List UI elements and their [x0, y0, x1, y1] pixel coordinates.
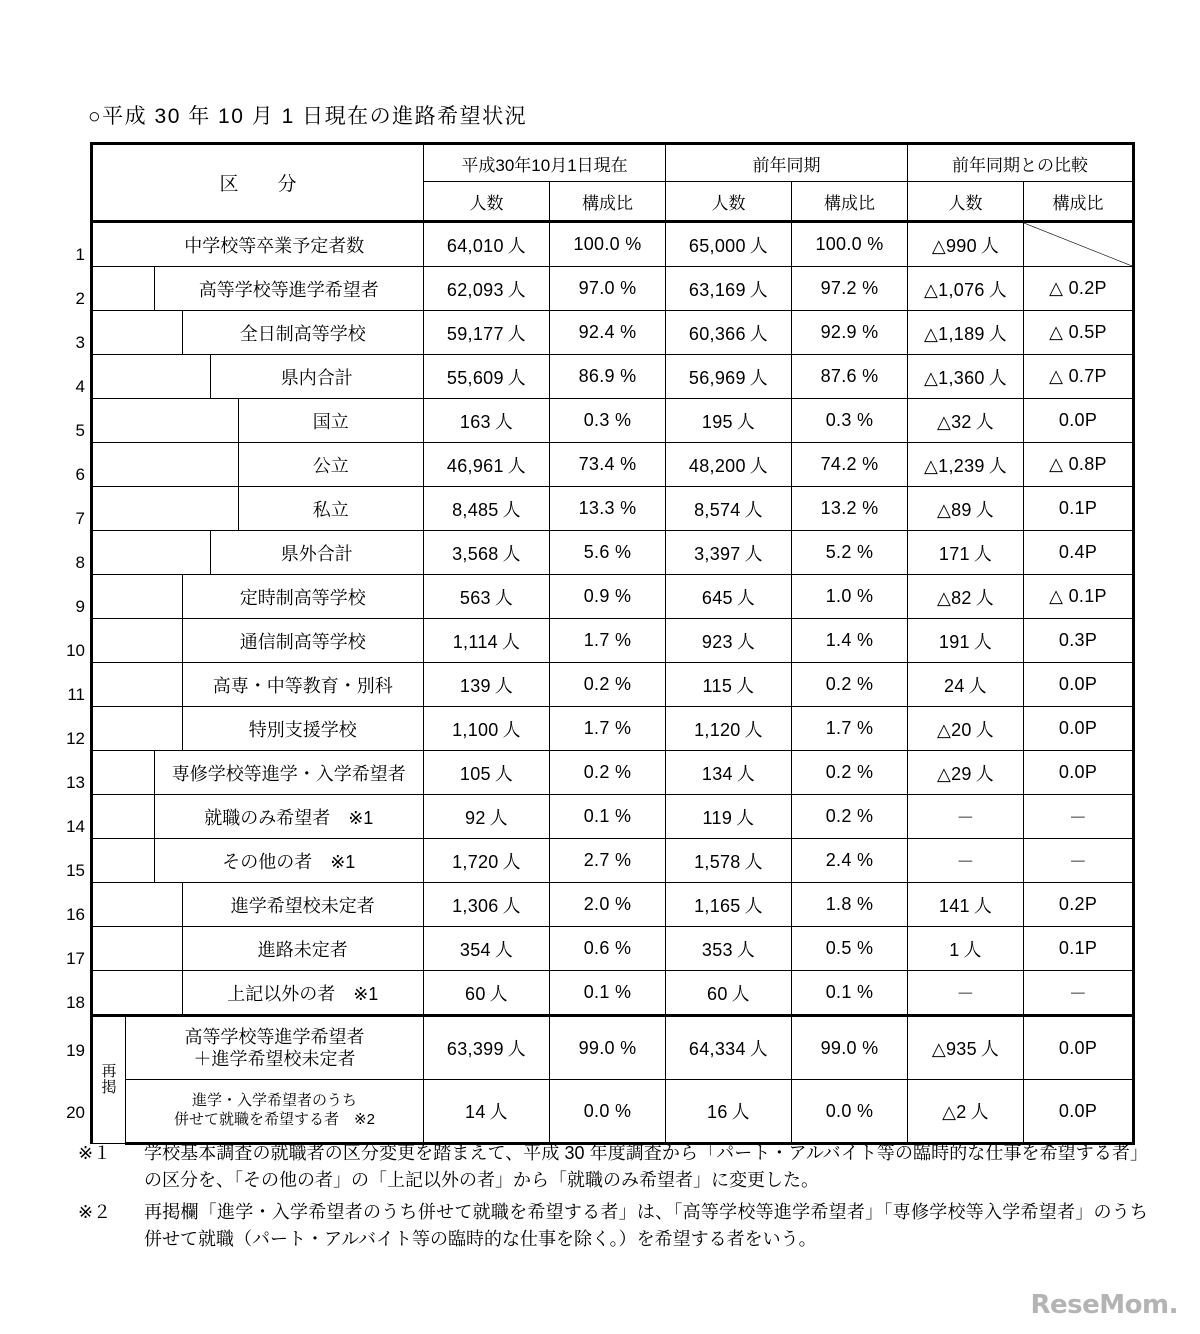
previous-count: 923 人: [666, 619, 792, 663]
row-number-cell: [75, 399, 126, 443]
current-count: 563 人: [424, 575, 550, 619]
row-number: 7: [75, 508, 85, 528]
previous-ratio: 13.2 %: [792, 487, 908, 531]
category-label: その他の者 ※1: [154, 839, 424, 882]
category-label-cell: [126, 839, 424, 883]
header-group-previous: 前年同期: [666, 144, 908, 182]
current-ratio: 100.0 %: [550, 222, 666, 267]
current-ratio: 1.7 %: [550, 707, 666, 751]
category-label-cell: [126, 971, 424, 1016]
previous-count: 48,200 人: [666, 443, 792, 487]
footnote-1: [78, 1140, 1148, 1195]
category-label-cell: [126, 751, 424, 795]
footnote-2-text: 再掲欄「進学・入学希望者のうち併せて就職を希望する者」は、「高等学校等進学希望者」「専修学校等入学希望者」のうち併せて就職（パート・アルバイト等の臨時的な仕事を除く。）を希望する者をいう。: [144, 1201, 1148, 1250]
comparison-count: △20 人: [908, 707, 1024, 751]
previous-ratio: 97.2 %: [792, 267, 908, 311]
previous-ratio: 1.4 %: [792, 619, 908, 663]
previous-ratio: 0.2 %: [792, 795, 908, 839]
category-label: 上記以外の者 ※1: [182, 971, 424, 1014]
footnotes: [78, 1140, 1148, 1257]
comparison-ratio: 0.0P: [1024, 399, 1134, 443]
row-number: 5: [75, 420, 85, 440]
saikei-previous-ratio: 99.0 %: [792, 1016, 908, 1080]
category-label: 進路未定者: [182, 927, 424, 970]
row-number: 18: [66, 992, 85, 1012]
previous-ratio: 0.3 %: [792, 399, 908, 443]
category-label: 高等学校等進学希望者: [154, 267, 424, 310]
row-number-cell: [75, 443, 126, 487]
row-number-cell: [67, 663, 126, 707]
previous-ratio: 1.0 %: [792, 575, 908, 619]
saikei-category-label: [126, 1080, 423, 1142]
previous-count: 1,578 人: [666, 839, 792, 883]
table-row: [92, 575, 1134, 619]
previous-count: 1,120 人: [666, 707, 792, 751]
current-count: 354 人: [424, 927, 550, 971]
saikei-label: 再 掲: [101, 1062, 117, 1096]
comparison-count: △1,189 人: [908, 311, 1024, 355]
header-group-current: 平成30年10月1日現在: [424, 144, 666, 182]
table-row: [92, 267, 1134, 311]
current-count: 60 人: [424, 971, 550, 1016]
page-title: ○平成 30 年 10 月 1 日現在の進路希望状況: [88, 105, 528, 128]
category-label-cell: [126, 707, 424, 751]
previous-ratio: 5.2 %: [792, 531, 908, 575]
current-ratio: 97.0 %: [550, 267, 666, 311]
row-number: 15: [66, 860, 85, 880]
comparison-ratio: －: [1024, 971, 1134, 1016]
current-ratio: 0.2 %: [550, 751, 666, 795]
category-label-cell: [126, 795, 424, 839]
previous-count: 353 人: [666, 927, 792, 971]
category-label-cell: [126, 222, 424, 267]
previous-count: 3,397 人: [666, 531, 792, 575]
table-row: [92, 222, 1134, 267]
table-row: [92, 795, 1134, 839]
saikei-current-count: 63,399 人: [424, 1016, 550, 1080]
category-label: 専修学校等進学・入学希望者: [154, 751, 424, 794]
current-ratio: 0.9 %: [550, 575, 666, 619]
table-row: [92, 487, 1134, 531]
previous-count: 60 人: [666, 971, 792, 1016]
saikei-current-ratio: 99.0 %: [550, 1016, 666, 1080]
previous-count: 65,000 人: [666, 222, 792, 267]
saikei-category-label-cell: [126, 1016, 424, 1080]
row-number: 2: [75, 288, 85, 308]
footnote-1-mark: ※１: [78, 1143, 112, 1163]
comparison-ratio: 0.3P: [1024, 619, 1134, 663]
header-sub-comparison-ratio: 構成比: [1024, 182, 1134, 222]
current-count: 1,720 人: [424, 839, 550, 883]
comparison-count: △1,239 人: [908, 443, 1024, 487]
comparison-ratio: 0.1P: [1024, 927, 1134, 971]
comparison-ratio: △ 0.8P: [1024, 443, 1134, 487]
table-row: [92, 619, 1134, 663]
previous-count: 60,366 人: [666, 311, 792, 355]
header-kubun: 区 分: [92, 144, 424, 222]
previous-count: 8,574 人: [666, 487, 792, 531]
comparison-ratio: 0.0P: [1024, 751, 1134, 795]
category-label-cell: [126, 311, 424, 355]
saikei-label-cell: [66, 1016, 126, 1144]
table-row: [92, 311, 1134, 355]
saikei-comparison-count: △2 人: [908, 1080, 1024, 1144]
saikei-label-line2: ＋進学希望校未定者: [193, 1049, 356, 1069]
current-count: 46,961 人: [424, 443, 550, 487]
row-number: 10: [66, 640, 85, 660]
saikei-comparison-count: △935 人: [908, 1016, 1024, 1080]
category-label: 中学校等卒業予定者数: [184, 235, 365, 256]
category-label: 就職のみ希望者 ※1: [154, 795, 424, 838]
row-number: 14: [66, 816, 85, 836]
previous-ratio: 87.6 %: [792, 355, 908, 399]
current-count: 59,177 人: [424, 311, 550, 355]
previous-count: 645 人: [666, 575, 792, 619]
category-label-cell: [126, 575, 424, 619]
current-count: 8,485 人: [424, 487, 550, 531]
saikei-category-label: [126, 1017, 423, 1079]
comparison-ratio: 0.0P: [1024, 663, 1134, 707]
current-count: 105 人: [424, 751, 550, 795]
table-row: [92, 707, 1134, 751]
current-count: 1,306 人: [424, 883, 550, 927]
comparison-ratio: △ 0.1P: [1024, 575, 1134, 619]
current-ratio: 0.1 %: [550, 795, 666, 839]
row-number: 9: [75, 596, 85, 616]
table-row: [92, 751, 1134, 795]
comparison-ratio: －: [1024, 795, 1134, 839]
row-number-cell: [66, 927, 126, 971]
row-number: 19: [66, 1041, 85, 1060]
row-number-cell: [75, 531, 126, 575]
comparison-ratio: 0.1P: [1024, 487, 1134, 531]
saikei-comparison-ratio: 0.0P: [1024, 1016, 1134, 1080]
header-sub-current-ratio: 構成比: [550, 182, 666, 222]
comparison-count: 191 人: [908, 619, 1024, 663]
row-number: 12: [66, 728, 85, 748]
previous-ratio: 0.1 %: [792, 971, 908, 1016]
current-count: 3,568 人: [424, 531, 550, 575]
current-ratio: 2.0 %: [550, 883, 666, 927]
row-number: 6: [75, 464, 85, 484]
comparison-count: 171 人: [908, 531, 1024, 575]
row-number: 3: [75, 332, 85, 352]
category-label-cell: [126, 927, 424, 971]
footnote-2-mark: ※２: [78, 1201, 112, 1222]
table-row-saikei: [92, 1080, 1134, 1144]
saikei-current-ratio: 0.0 %: [550, 1080, 666, 1144]
table-row: [92, 355, 1134, 399]
row-number-cell: [66, 707, 126, 751]
category-label-cell: [126, 663, 424, 707]
category-label: 通信制高等学校: [182, 619, 424, 662]
category-label: 高専・中等教育・別科: [182, 663, 424, 706]
row-number-cell: [66, 971, 126, 1016]
table-row-saikei: [92, 1016, 1134, 1080]
row-number: 20: [66, 1103, 85, 1122]
previous-count: 134 人: [666, 751, 792, 795]
saikei-comparison-ratio: 0.0P: [1024, 1080, 1134, 1144]
footnote-2: [78, 1199, 1148, 1254]
category-label: 私立: [238, 487, 424, 530]
comparison-count: －: [908, 971, 1024, 1016]
table-row: [92, 927, 1134, 971]
category-label: 公立: [238, 443, 424, 486]
comparison-ratio: 0.0P: [1024, 707, 1134, 751]
row-number-cell: [75, 267, 126, 311]
current-count: 1,100 人: [424, 707, 550, 751]
category-label-cell: [126, 619, 424, 663]
comparison-ratio: △ 0.7P: [1024, 355, 1134, 399]
saikei-label-line1: 高等学校等進学希望者: [184, 1026, 365, 1047]
row-number-cell: [75, 575, 126, 619]
previous-count: 119 人: [666, 795, 792, 839]
current-count: 163 人: [424, 399, 550, 443]
row-number: 4: [75, 376, 85, 396]
category-label: 定時制高等学校: [182, 575, 424, 618]
saikei-previous-count: 64,334 人: [666, 1016, 792, 1080]
previous-ratio: 100.0 %: [792, 222, 908, 267]
comparison-count: －: [908, 795, 1024, 839]
current-ratio: 92.4 %: [550, 311, 666, 355]
previous-ratio: 1.8 %: [792, 883, 908, 927]
comparison-count: △1,360 人: [908, 355, 1024, 399]
header-sub-current-count: 人数: [424, 182, 550, 222]
comparison-count: 1 人: [908, 927, 1024, 971]
table-row: [92, 839, 1134, 883]
row-number-cell: [75, 311, 126, 355]
previous-ratio: 0.5 %: [792, 927, 908, 971]
header-sub-comparison-count: 人数: [908, 182, 1024, 222]
current-ratio: 5.6 %: [550, 531, 666, 575]
current-count: 64,010 人: [424, 222, 550, 267]
current-ratio: 1.7 %: [550, 619, 666, 663]
row-number: 13: [66, 772, 85, 792]
previous-count: 63,169 人: [666, 267, 792, 311]
current-ratio: 0.6 %: [550, 927, 666, 971]
current-count: 1,114 人: [424, 619, 550, 663]
current-ratio: 0.2 %: [550, 663, 666, 707]
table-row: [92, 531, 1134, 575]
header-sub-previous-ratio: 構成比: [792, 182, 908, 222]
comparison-ratio: △ 0.5P: [1024, 311, 1134, 355]
resemom-watermark: ReseMom.: [1030, 1290, 1178, 1320]
table-row: [92, 971, 1134, 1016]
saikei-previous-ratio: 0.0 %: [792, 1080, 908, 1144]
comparison-count: △1,076 人: [908, 267, 1024, 311]
comparison-count: －: [908, 839, 1024, 883]
category-label-cell: [126, 487, 424, 531]
current-ratio: 73.4 %: [550, 443, 666, 487]
comparison-count: △990 人: [908, 222, 1024, 267]
previous-ratio: 1.7 %: [792, 707, 908, 751]
row-number: 16: [66, 904, 85, 924]
comparison-count: △82 人: [908, 575, 1024, 619]
row-number-cell: [66, 619, 126, 663]
previous-count: 56,969 人: [666, 355, 792, 399]
saikei-previous-count: 16 人: [666, 1080, 792, 1144]
current-ratio: 86.9 %: [550, 355, 666, 399]
table-row: [92, 399, 1134, 443]
statistics-table-container: [66, 142, 1112, 1145]
comparison-ratio-not-applicable: [1024, 222, 1134, 267]
category-label: 全日制高等学校: [182, 311, 424, 354]
row-number-cell: [75, 222, 126, 267]
table-row: [92, 883, 1134, 927]
row-number-cell: [66, 839, 126, 883]
comparison-count: 24 人: [908, 663, 1024, 707]
table-header: [92, 144, 1134, 222]
comparison-count: 141 人: [908, 883, 1024, 927]
row-number-cell: [66, 751, 126, 795]
category-label: 国立: [238, 399, 424, 442]
comparison-ratio: 0.4P: [1024, 531, 1134, 575]
previous-count: 1,165 人: [666, 883, 792, 927]
category-label-cell: [126, 883, 424, 927]
comparison-ratio: －: [1024, 839, 1134, 883]
current-ratio: 0.3 %: [550, 399, 666, 443]
current-count: 55,609 人: [424, 355, 550, 399]
category-label-cell: [126, 267, 424, 311]
previous-ratio: 92.9 %: [792, 311, 908, 355]
progress-aspiration-table: [66, 142, 1135, 1145]
category-label-cell: [126, 399, 424, 443]
category-label: 県外合計: [210, 531, 424, 574]
row-number-cell: [75, 487, 126, 531]
previous-ratio: 0.2 %: [792, 663, 908, 707]
comparison-ratio: 0.2P: [1024, 883, 1134, 927]
category-label-cell: [126, 355, 424, 399]
previous-count: 115 人: [666, 663, 792, 707]
table-body: [66, 222, 1134, 1144]
saikei-label-line2: 併せて就職を希望する者 ※2: [174, 1111, 375, 1128]
row-number-cell: [66, 795, 126, 839]
comparison-count: △89 人: [908, 487, 1024, 531]
saikei-current-count: 14 人: [424, 1080, 550, 1144]
previous-ratio: 74.2 %: [792, 443, 908, 487]
saikei-category-label-cell: [126, 1080, 424, 1144]
table-row: [92, 443, 1134, 487]
category-label-cell: [126, 443, 424, 487]
header-sub-previous-count: 人数: [666, 182, 792, 222]
footnote-1-text: 学校基本調査の就職者の区分変更を踏まえて、平成 30 年度調査から「パート・アルバイト等の臨時的な仕事を希望する者」の区分を、「その他の者」の「上記以外の者」から「就職のみ希望者」に変更した。: [144, 1143, 1148, 1191]
header-group-comparison: 前年同期との比較: [908, 144, 1134, 182]
comparison-count: △29 人: [908, 751, 1024, 795]
row-number-cell: [66, 883, 126, 927]
comparison-ratio: △ 0.2P: [1024, 267, 1134, 311]
category-label: 県内合計: [210, 355, 424, 398]
row-number: 1: [75, 244, 85, 264]
previous-ratio: 0.2 %: [792, 751, 908, 795]
previous-ratio: 2.4 %: [792, 839, 908, 883]
current-count: 92 人: [424, 795, 550, 839]
saikei-label-line1: 進学・入学希望者のうち: [192, 1092, 358, 1110]
current-count: 62,093 人: [424, 267, 550, 311]
comparison-count: △32 人: [908, 399, 1024, 443]
category-label: 特別支援学校: [182, 707, 424, 750]
current-ratio: 0.1 %: [550, 971, 666, 1016]
row-number: 17: [66, 948, 85, 968]
previous-count: 195 人: [666, 399, 792, 443]
current-ratio: 2.7 %: [550, 839, 666, 883]
row-number-cell: [75, 355, 126, 399]
row-number: 11: [67, 684, 85, 704]
category-label-cell: [126, 531, 424, 575]
table-row: [92, 663, 1134, 707]
category-label: 進学希望校未定者: [182, 883, 424, 926]
current-count: 139 人: [424, 663, 550, 707]
row-number: 8: [75, 552, 85, 572]
current-ratio: 13.3 %: [550, 487, 666, 531]
